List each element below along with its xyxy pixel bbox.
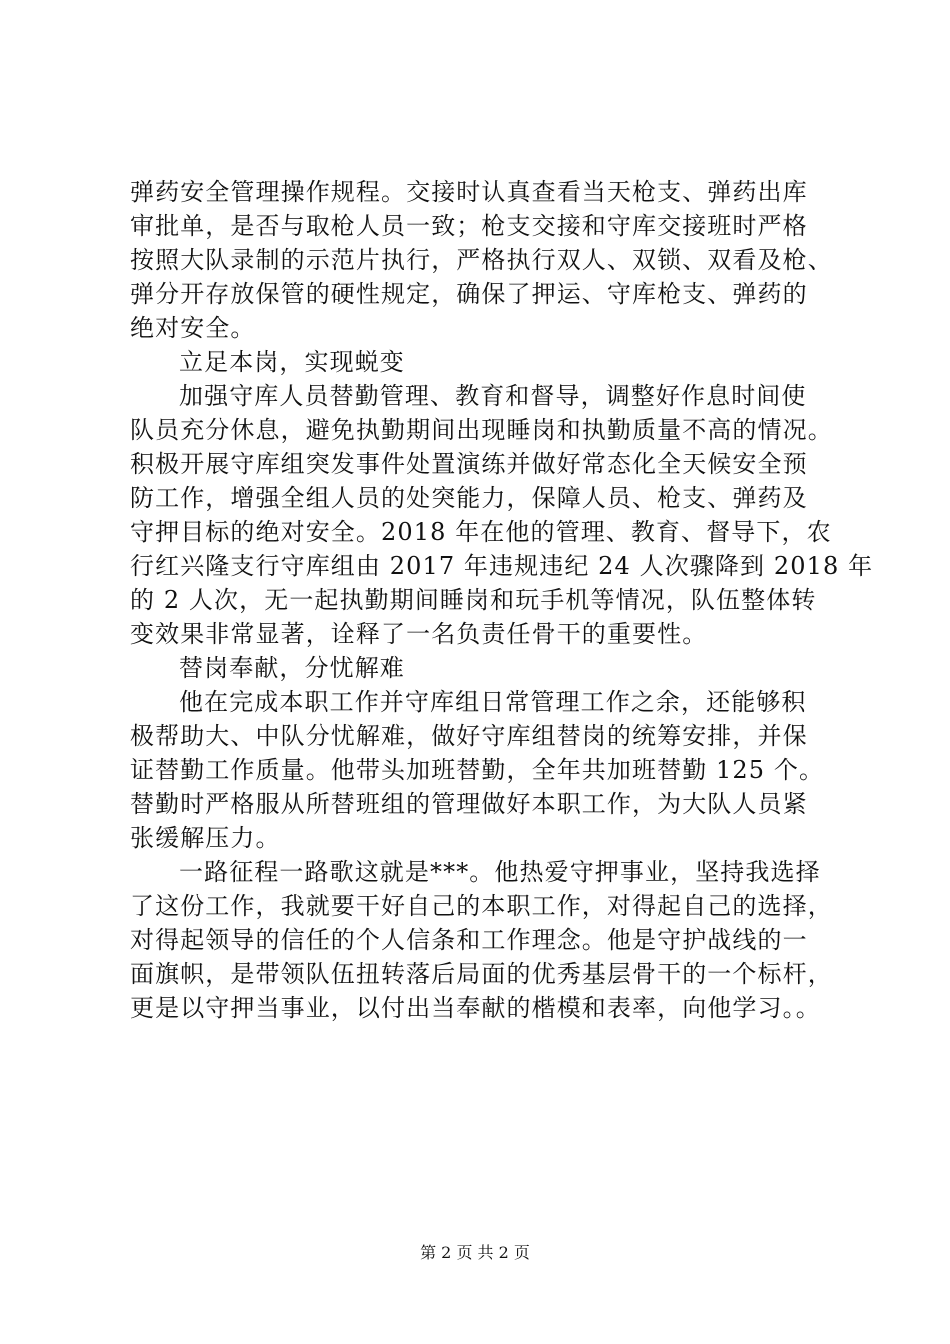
section-heading: 立足本岗，实现蜕变 (179, 348, 405, 376)
text-line: 他在完成本职工作并守库组日常管理工作之余，还能够积 (179, 688, 807, 716)
text-line: 证替勤工作质量。他带头加班替勤，全年共加班替勤 125 个。 (130, 756, 825, 784)
text-line: 一路征程一路歌这就是***。他热爱守押事业，坚持我选择 (179, 858, 821, 886)
text-line: 防工作，增强全组人员的处突能力，保障人员、枪支、弹药及 (130, 484, 808, 512)
section-heading: 替岗奉献，分忧解难 (179, 654, 405, 682)
text-line: 审批单，是否与取枪人员一致；枪支交接和守库交接班时严格 (130, 212, 808, 240)
text-line: 队员充分休息，避免执勤期间出现睡岗和执勤质量不高的情况。 (130, 416, 833, 444)
text-line: 行红兴隆支行守库组由 2017 年违规违纪 24 人次骤降到 2018 年 (130, 552, 874, 580)
text-line: 张缓解压力。 (130, 824, 281, 852)
text-line: 加强守库人员替勤管理、教育和督导，调整好作息时间使 (179, 382, 807, 410)
text-line: 弹药安全管理操作规程。交接时认真查看当天枪支、弹药出库 (130, 178, 808, 206)
text-line: 了这份工作，我就要干好自己的本职工作，对得起自己的选择， (130, 892, 833, 920)
text-line: 绝对安全。 (130, 314, 256, 342)
text-line: 积极开展守库组突发事件处置演练并做好常态化全天候安全预 (130, 450, 808, 478)
text-line: 替勤时严格服从所替班组的管理做好本职工作，为大队人员紧 (130, 790, 808, 818)
text-line: 更是以守押当事业，以付出当奉献的楷模和表率，向他学习。。 (130, 994, 821, 1022)
text-line: 极帮助大、中队分忧解难，做好守库组替岗的统筹安排，并保 (130, 722, 808, 750)
text-line: 弹分开存放保管的硬性规定，确保了押运、守库枪支、弹药的 (130, 280, 808, 308)
text-line: 按照大队录制的示范片执行，严格执行双人、双锁、双看及枪、 (130, 246, 833, 274)
text-line: 面旗帜，是带领队伍扭转落后局面的优秀基层骨干的一个标杆， (130, 960, 833, 988)
page-footer: 第 2 页 共 2 页 (420, 1243, 530, 1262)
text-line: 的 2 人次，无一起执勤期间睡岗和玩手机等情况，队伍整体转 (130, 586, 817, 614)
text-line: 变效果非常显著，诠释了一名负责任骨干的重要性。 (130, 620, 708, 648)
text-line: 守押目标的绝对安全。2018 年在他的管理、教育、督导下，农 (130, 518, 832, 546)
text-line: 对得起领导的信任的个人信条和工作理念。他是守护战线的一 (130, 926, 808, 954)
